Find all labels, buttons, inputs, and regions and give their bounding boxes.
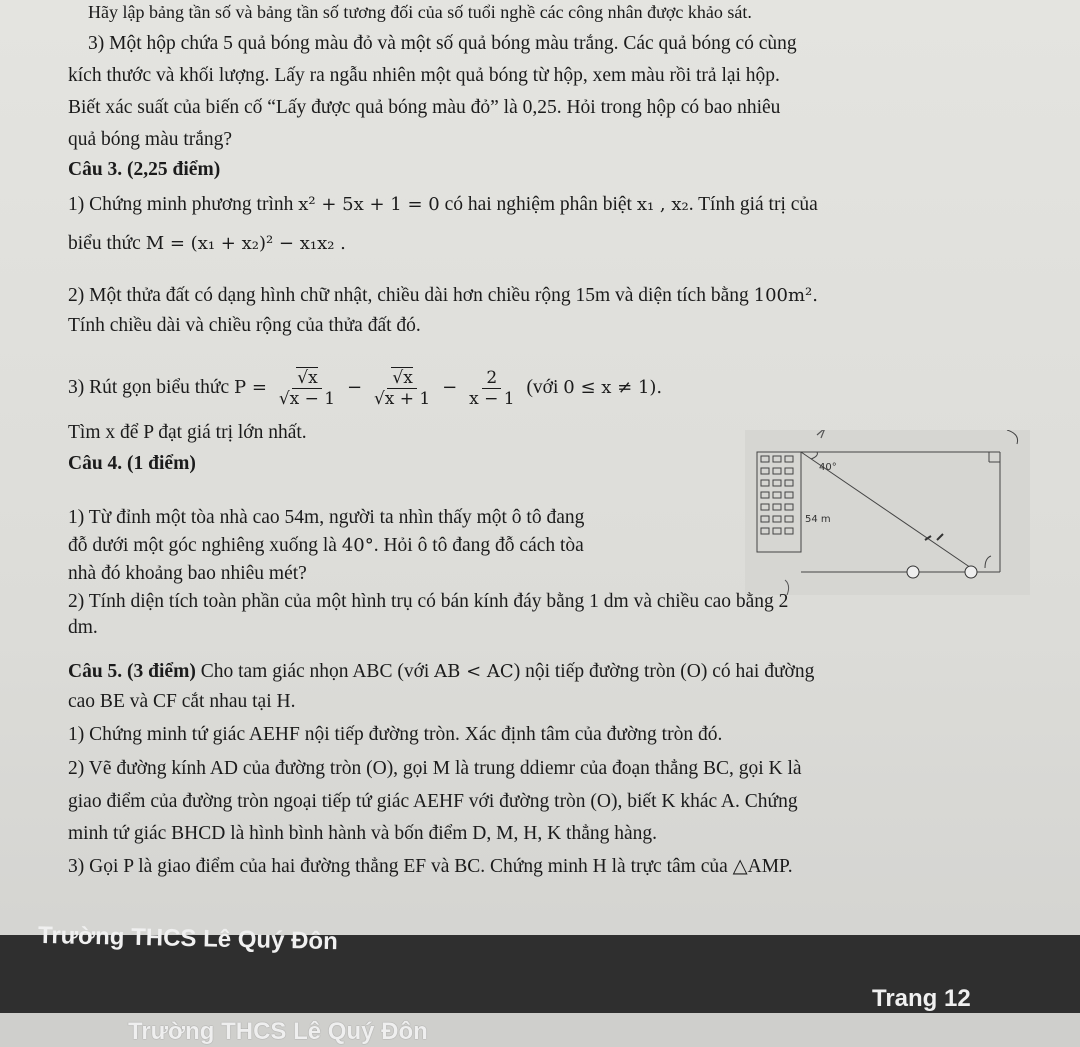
footer-school-name: Trường THCS Lê Quý Đôn — [37, 921, 339, 956]
text-line: cao BE và CF cắt nhau tại H. — [68, 691, 296, 712]
text-line: Tính chiều dài và chiều rộng của thửa đất đó. — [68, 315, 421, 336]
minus-sign: − — [442, 377, 458, 398]
text-segment: . Tính giá trị của — [688, 194, 818, 215]
text-line: 1) Chứng minh tứ giác AEHF nội tiếp đường tròn. Xác định tâm của đường tròn đó. — [68, 724, 723, 745]
p-label: P = — [234, 377, 267, 398]
text-segment: 1) Chứng minh phương trình — [68, 194, 294, 215]
denominator: √x + 1 — [373, 389, 431, 410]
text-line: quả bóng màu trắng? — [68, 129, 233, 150]
text-segment: . Hỏi ô tô đang đỗ cách tòa — [373, 535, 584, 556]
numerator: 2 — [482, 368, 501, 389]
roots: x₁ , x₂ — [636, 194, 689, 215]
expression-m: M = (x₁ + x₂)² − x₁x₂ . — [145, 233, 346, 254]
building-car-figure — [745, 430, 1030, 595]
footer-school-name-repeat: Trường THCS Lê Quý Đôn — [128, 1018, 428, 1045]
ab-condition: AB < AC — [434, 661, 514, 682]
text-line: 3) Một hộp chứa 5 quả bóng màu đỏ và một số quả bóng màu trắng. Các quả bóng có cùng — [88, 33, 797, 54]
height-label: 54 m — [805, 514, 831, 525]
question-5-heading: Câu 5. (3 điểm) — [68, 661, 196, 682]
text-segment: (với — [526, 377, 559, 398]
fraction-3 — [465, 368, 518, 409]
text-segment: 3) Rút gọn biểu thức — [68, 377, 230, 398]
text-segment: 2) Một thửa đất có dạng hình chữ nhật, chiều dài hơn chiều rộng 15m và diện tích bằng — [68, 285, 749, 306]
numerator: √x — [297, 368, 318, 389]
text-segment: Cho tam giác nhọn ABC (với — [200, 661, 430, 682]
text-segment: đỗ dưới một góc nghiêng xuống là — [68, 535, 337, 556]
text-line: Hãy lập bảng tần số và bảng tần số tương đối của số tuổi nghề các công nhân được khảo sát. — [88, 2, 752, 22]
text-line: Tìm x để P đạt giá trị lớn nhất. — [68, 422, 307, 443]
fraction-1 — [275, 368, 339, 409]
denominator: x − 1 — [469, 389, 515, 410]
minus-sign: − — [346, 377, 363, 398]
equation: x² + 5x + 1 = 0 — [298, 194, 440, 215]
text-segment: ) nội tiếp đường tròn (O) có hai đường — [513, 661, 815, 682]
angle-label: 40° — [819, 462, 837, 473]
q3-part1-expression-line — [68, 232, 346, 256]
denominator: √x − 1 — [278, 389, 336, 410]
question-4-heading: Câu 4. (1 điểm) — [68, 453, 196, 474]
text-line: giao điểm của đường tròn ngoại tiếp tứ giác AEHF với đường tròn (O), biết K khác A. Chứng — [68, 791, 798, 812]
text-line: Biết xác suất của biến cố “Lấy được quả bóng màu đỏ” là 0,25. Hỏi trong hộp có bao nhiêu — [68, 97, 781, 118]
angle-value: 40° — [341, 535, 374, 556]
text-segment: có hai nghiệm phân biệt — [444, 194, 632, 215]
area-value: 100m². — [753, 285, 818, 306]
q4-part1-line — [68, 534, 584, 558]
text-line: 3) Gọi P là giao điểm của hai đường thẳng EF và BC. Chứng minh H là trực tâm của △AMP. — [68, 856, 793, 877]
text-line: nhà đó khoảng bao nhiêu mét? — [68, 563, 307, 584]
text-line: 2) Tính diện tích toàn phần của một hình trụ có bán kính đáy bằng 1 dm và chiều cao bằng 2 — [68, 591, 789, 612]
page-number: Trang 12 — [872, 985, 971, 1012]
text-line: minh tứ giác BHCD là hình bình hành và bốn điểm D, M, H, K thẳng hàng. — [68, 823, 657, 844]
q5-intro-line — [68, 660, 814, 684]
text-line: dm. — [68, 617, 98, 638]
fraction-2 — [370, 368, 434, 409]
text-line: kích thước và khối lượng. Lấy ra ngẫu nhiên một quả bóng từ hộp, xem màu rồi trả lại hộp. — [68, 65, 780, 86]
text-segment: biểu thức — [68, 233, 141, 254]
text-line: 1) Từ đỉnh một tòa nhà cao 54m, người ta nhìn thấy một ô tô đang — [68, 507, 585, 528]
numerator: √x — [392, 368, 413, 389]
q3-part2-line — [68, 284, 818, 308]
q3-part3-line — [68, 364, 662, 412]
question-3-heading: Câu 3. (2,25 điểm) — [68, 159, 221, 180]
condition: 0 ≤ x ≠ 1). — [563, 377, 663, 398]
text-line: 2) Vẽ đường kính AD của đường tròn (O), gọi M là trung ddiemr của đoạn thẳng BC, gọi K là — [68, 758, 802, 779]
q3-part1-line — [68, 193, 818, 217]
